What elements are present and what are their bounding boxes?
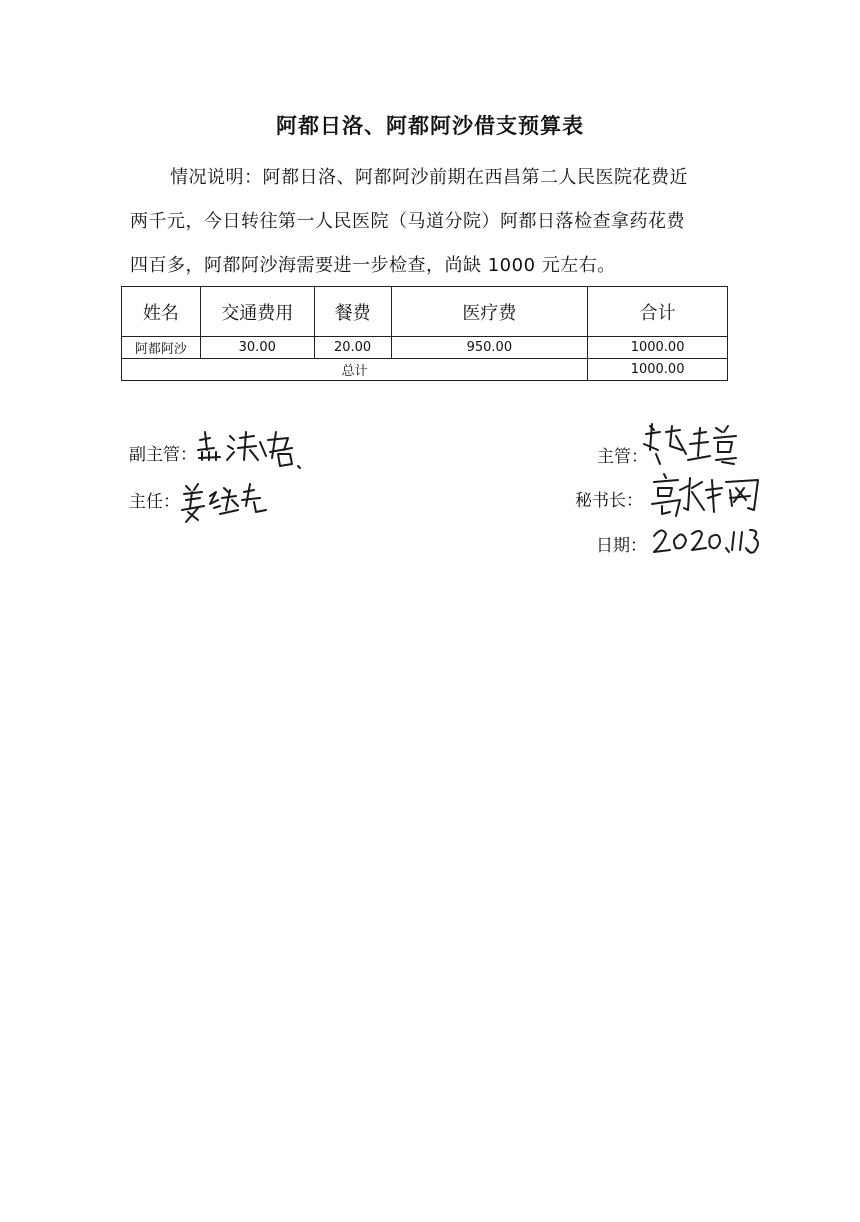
total-value: 1000.00: [588, 359, 728, 381]
director-label: 主任：: [129, 492, 180, 512]
table-header-row: [122, 287, 728, 337]
secretary-general-signature: [650, 470, 768, 522]
document-title: 阿都日洛、阿都阿沙借支预算表: [276, 114, 584, 138]
deputy-supervisor-signature: [196, 428, 304, 474]
description-line-3: 四百多，阿都阿沙海需要进一步检查，尚缺 1000 元左右。: [130, 255, 616, 276]
description-paragraph: [130, 156, 740, 288]
header-subtotal: 合计: [588, 287, 728, 337]
budget-table: [121, 286, 728, 381]
table-total-row: [122, 359, 728, 381]
supervisor-label: 主管：: [597, 447, 648, 467]
cell-name: 阿都阿沙: [122, 337, 201, 359]
date-handwritten: [650, 522, 760, 562]
header-name: 姓名: [122, 287, 201, 337]
table-row: [122, 337, 728, 359]
cell-subtotal: 1000.00: [588, 337, 728, 359]
date-label: 日期：: [596, 536, 647, 556]
cell-transport: 30.00: [200, 337, 314, 359]
deputy-supervisor-label: 副主管：: [129, 445, 197, 465]
description-line-1: 情况说明：阿都日洛、阿都阿沙前期在西昌第二人民医院花费近: [170, 167, 688, 188]
header-transport: 交通费用: [200, 287, 314, 337]
header-medical: 医疗费: [391, 287, 588, 337]
description-line-2: 两千元，今日转往第一人民医院（马道分院）阿都日落检查拿药花费: [130, 211, 685, 232]
supervisor-signature: [642, 420, 740, 472]
cell-meals: 20.00: [314, 337, 391, 359]
header-meals: 餐费: [314, 287, 391, 337]
total-label: 总计: [122, 359, 588, 381]
secretary-general-label: 秘书长：: [575, 491, 643, 511]
director-signature: [180, 478, 270, 524]
cell-medical: 950.00: [391, 337, 588, 359]
